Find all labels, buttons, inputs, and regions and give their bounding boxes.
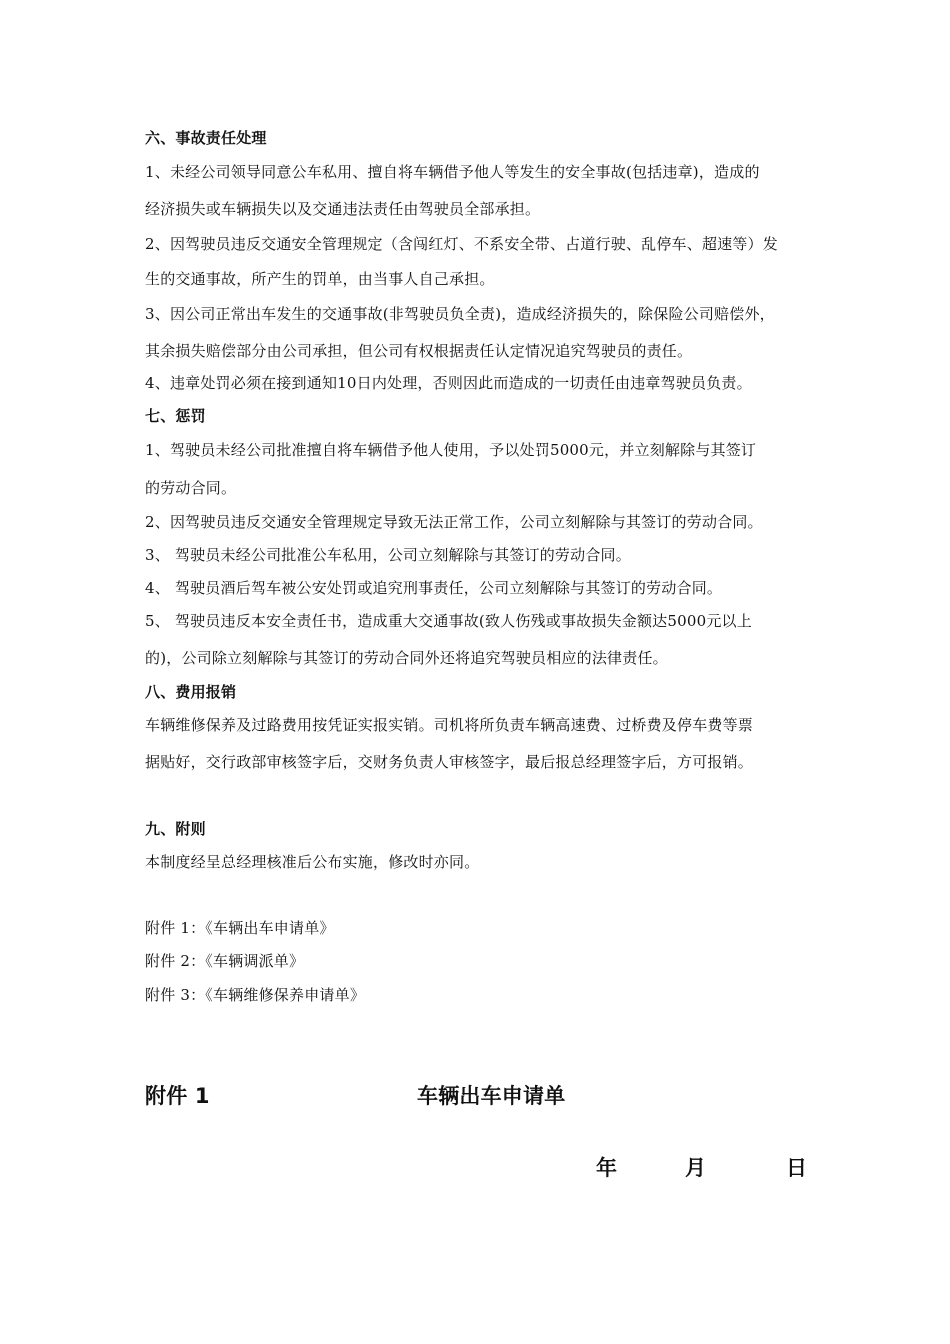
form-attachment-label: 附件 1 <box>145 1084 210 1108</box>
section-8-title: 八、费用报销 <box>145 683 237 701</box>
section-6-line: 生的交通事故，所产生的罚单，由当事人自己承担。 <box>145 270 495 288</box>
section-6-line: 其余损失赔偿部分由公司承担，但公司有权根据责任认定情况追究驾驶员的责任。 <box>145 342 693 360</box>
section-7-title: 七、惩罚 <box>145 407 206 425</box>
section-9-line: 本制度经呈总经理核准后公布实施，修改时亦同。 <box>145 853 480 871</box>
section-7-line: 3、 驾驶员未经公司批准公车私用，公司立刻解除与其签订的劳动合同。 <box>145 546 631 564</box>
form-title: 车辆出车申请单 <box>417 1084 566 1108</box>
section-7-line: 的劳动合同。 <box>145 479 237 497</box>
section-6-line: 2、因驾驶员违反交通安全管理规定（含闯红灯、不系安全带、占道行驶、乱停车、超速等）发 <box>145 235 778 253</box>
section-7-line: 的)，公司除立刻解除与其签订的劳动合同外还将追究驾驶员相应的法律责任。 <box>145 649 668 667</box>
section-6-line: 1、未经公司领导同意公车私用、擅自将车辆借予他人等发生的安全事故(包括违章)，造成的 <box>145 163 760 181</box>
section-8-line: 车辆维修保养及过路费用按凭证实报实销。司机将所负责车辆高速费、过桥费及停车费等票 <box>145 716 754 734</box>
attachment-item: 附件 2：《车辆调派单》 <box>145 952 305 970</box>
date-month-label: 月 <box>685 1156 707 1180</box>
section-6-line: 4、违章处罚必须在接到通知10日内处理，否则因此而造成的一切责任由违章驾驶员负责。 <box>145 374 752 392</box>
section-7-line: 1、驾驶员未经公司批准擅自将车辆借予他人使用，予以处罚5000元，并立刻解除与其签订 <box>145 441 757 459</box>
section-9-title: 九、附则 <box>145 820 206 838</box>
section-7-line: 5、 驾驶员违反本安全责任书，造成重大交通事故(致人伤残或事故损失金额达5000元以上 <box>145 612 752 630</box>
section-7-line: 2、因驾驶员违反交通安全管理规定导致无法正常工作，公司立刻解除与其签订的劳动合同。 <box>145 513 763 531</box>
section-6-title: 六、事故责任处理 <box>145 129 267 147</box>
attachment-item: 附件 1：《车辆出车申请单》 <box>145 919 335 937</box>
date-year-label: 年 <box>596 1156 618 1180</box>
section-7-line: 4、 驾驶员酒后驾车被公安处罚或追究刑事责任，公司立刻解除与其签订的劳动合同。 <box>145 579 723 597</box>
section-6-line: 经济损失或车辆损失以及交通违法责任由驾驶员全部承担。 <box>145 200 541 218</box>
attachment-item: 附件 3：《车辆维修保养申请单》 <box>145 986 366 1004</box>
section-6-line: 3、因公司正常出车发生的交通事故(非驾驶员负全责)，造成经济损失的，除保险公司赔偿外， <box>145 305 775 323</box>
section-8-line: 据贴好，交行政部审核签字后，交财务负责人审核签字，最后报总经理签字后，方可报销。 <box>145 753 754 771</box>
date-day-label: 日 <box>786 1156 808 1180</box>
